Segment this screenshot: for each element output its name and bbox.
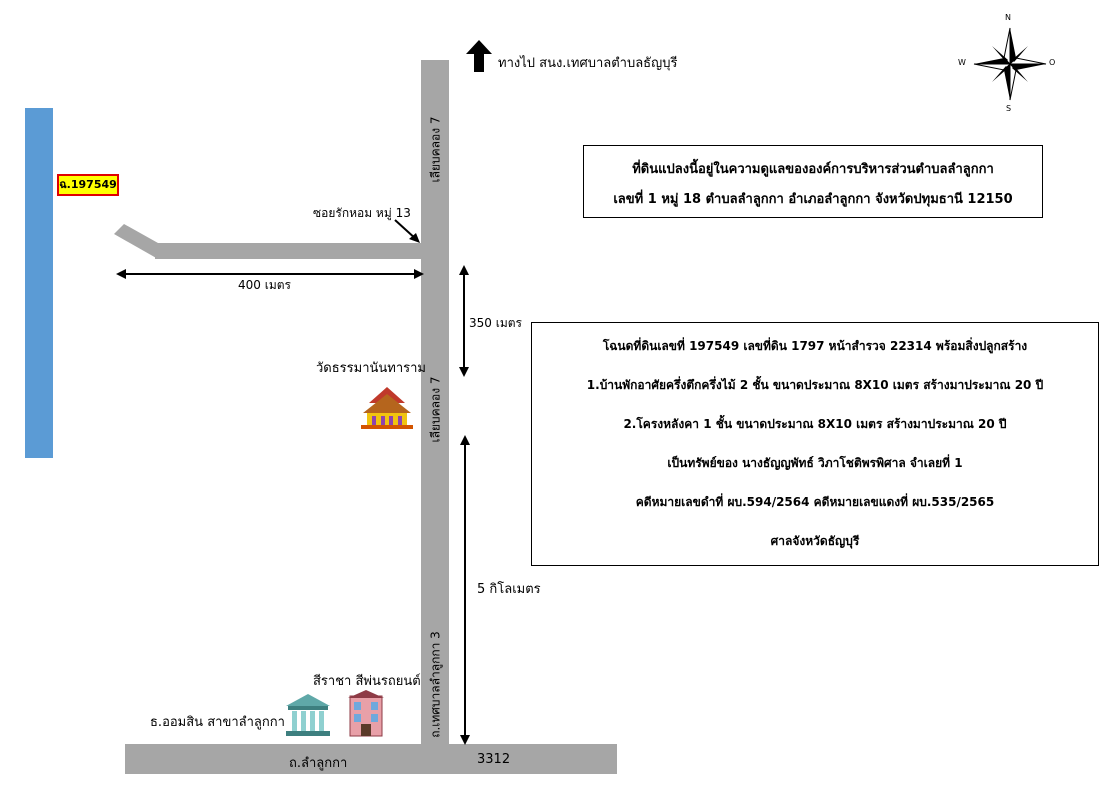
canal — [25, 108, 53, 458]
shop-label: สีราชา สีพ่นรถยนต์ — [313, 674, 421, 689]
road-label-tessaban3: ถ.เทศบาลลำลูกกา 3 — [428, 631, 443, 738]
distance-5km-arrow — [457, 434, 473, 746]
soi-road-bend — [110, 222, 162, 262]
admin-info-box — [583, 145, 1043, 218]
bottom-road-label: ถ.ลำลูกกา — [289, 756, 348, 771]
compass-o: O — [1049, 58, 1056, 67]
temple-icon — [359, 385, 415, 431]
soi-pointer-arrow — [393, 218, 423, 246]
compass-s: S — [1006, 104, 1012, 113]
distance-350-label: 350 เมตร — [469, 316, 522, 330]
distance-400-label: 400 เมตร — [238, 278, 291, 292]
road-label-klong7-top: เลียบคลอง 7 — [428, 116, 443, 183]
property-info-line-1: โฉนดที่ดินเลขที่ 197549 เลขที่ดิน 1797 หน้าสำรวจ 22314 พร้อมสิ่งปลูกสร้าง — [602, 339, 1028, 353]
bottom-road-code: 3312 — [477, 752, 511, 767]
direction-label: ทางไป สนง.เทศบาลตำบลธัญบุรี — [498, 56, 678, 71]
admin-info-line-2: เลขที่ 1 หมู่ 18 ตำบลลำลูกกา อำเภอลำลูกกา จังหวัดปทุมธานี 12150 — [613, 192, 1013, 207]
bank-label: ธ.ออมสิน สาขาลำลูกกา — [150, 715, 285, 730]
compass-w: W — [958, 58, 966, 67]
compass-n: N — [1005, 13, 1011, 22]
road-label-klong7-mid: เลียบคลอง 7 — [428, 376, 443, 443]
soi-label: ซอยรักหอม หมู่ 13 — [313, 206, 411, 220]
property-info-line-3: 2.โครงหลังคา 1 ชั้น ขนาดประมาณ 8X10 เมตร สร้างมาประมาณ 20 ปี — [623, 417, 1007, 431]
bottom-road — [125, 744, 617, 774]
property-info-line-5: คดีหมายเลขดำที่ ผบ.594/2564 คดีหมายเลขแดงที่ ผบ.535/2565 — [635, 495, 995, 509]
compass-rose-icon — [962, 14, 1058, 112]
soi-road — [155, 243, 423, 259]
property-info-line-4: เป็นทรัพย์ของ นางธัญญพัทธ์ วิภาโชติพรพิศาล จำเลยที่ 1 — [667, 456, 963, 470]
bank-icon — [284, 692, 332, 738]
temple-label: วัดธรรมานันทาราม — [316, 361, 427, 376]
admin-info-line-1: ที่ดินแปลงนี้อยู่ในความดูแลขององค์การบริหารส่วนตำบลลำลูกกา — [632, 162, 994, 177]
shop-icon — [348, 690, 384, 738]
property-info-line-2: 1.บ้านพักอาศัยครึ่งตึกครึ่งไม้ 2 ชั้น ขนาดประมาณ 8X10 เมตร สร้างมาประมาณ 20 ปี — [586, 378, 1044, 392]
property-info-line-6: ศาลจังหวัดธัญบุรี — [770, 534, 860, 548]
north-arrow-icon — [465, 39, 493, 73]
property-info-box — [531, 322, 1099, 566]
plot-id-badge: ฉ.197549 — [57, 174, 119, 196]
distance-5km-label: 5 กิโลเมตร — [477, 582, 541, 597]
